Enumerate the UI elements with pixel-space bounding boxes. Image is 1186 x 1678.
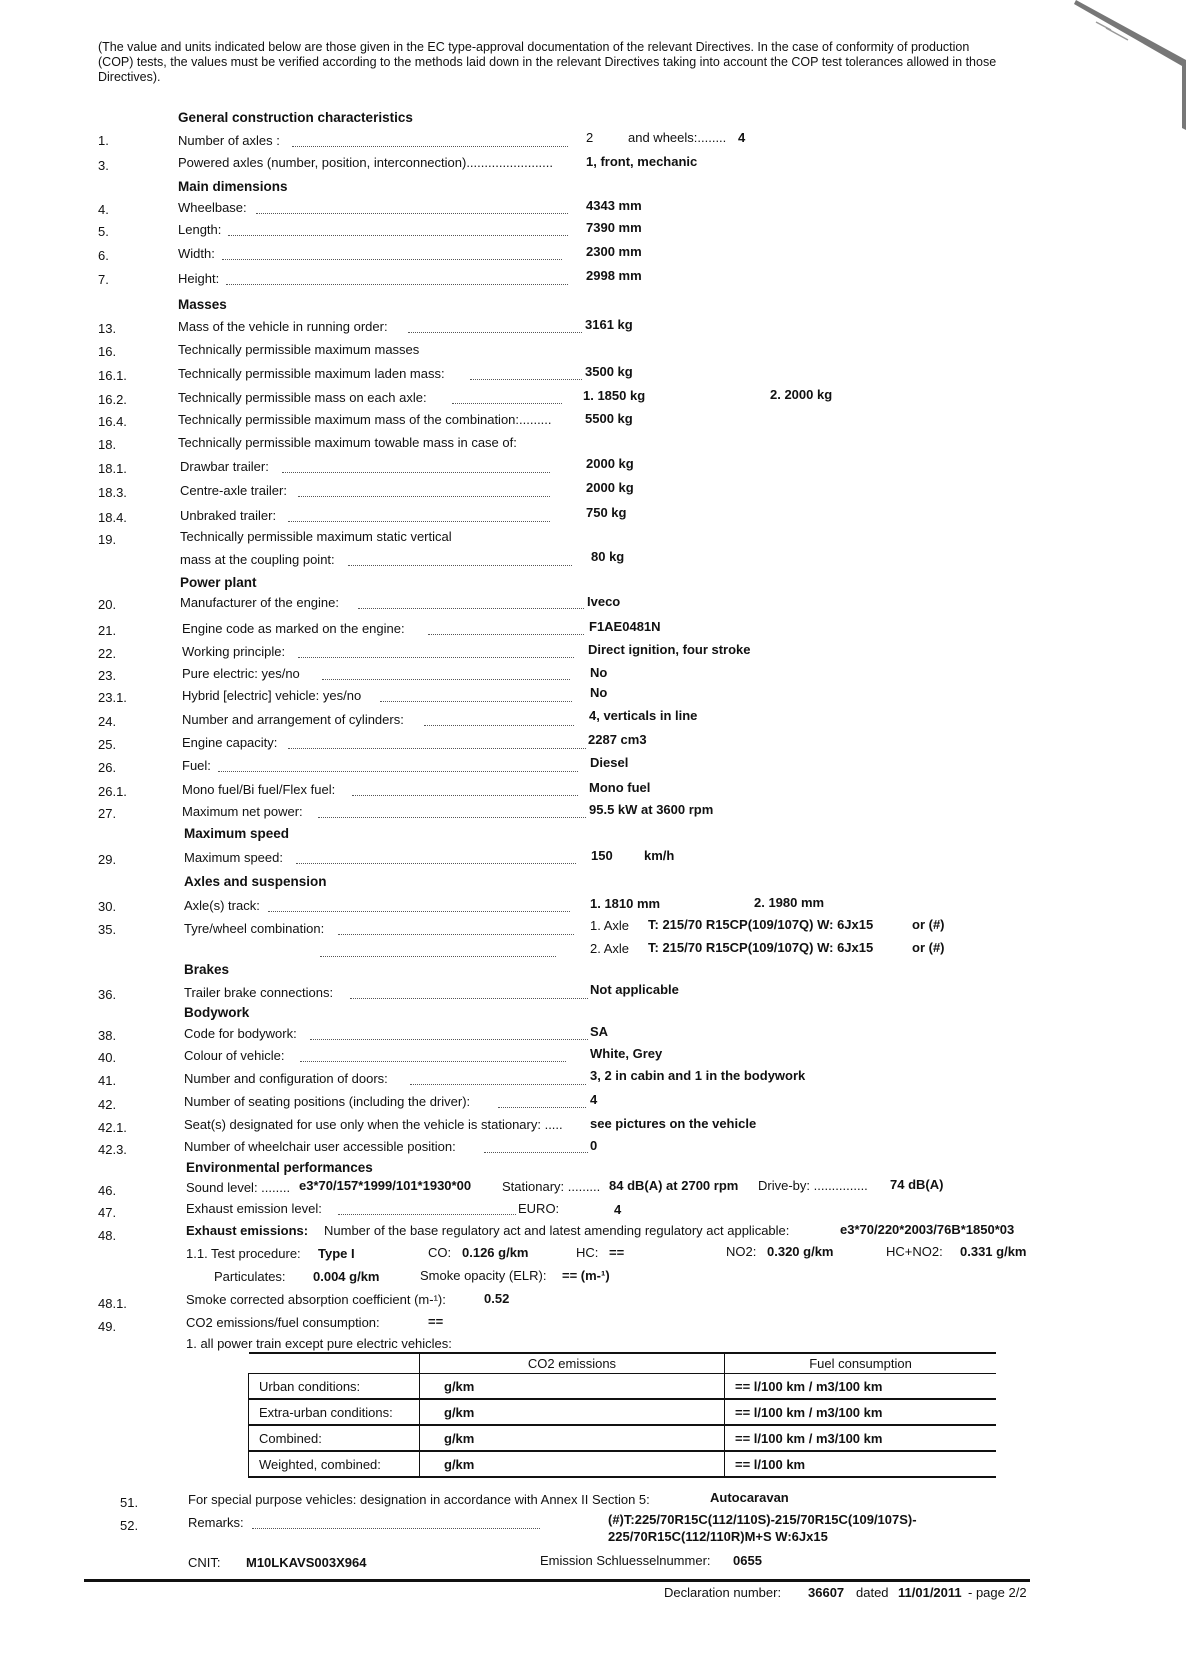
table-header-fuel: Fuel consumption: [725, 1353, 997, 1374]
label-height: Height:: [178, 271, 220, 286]
label-axle-track: Axle(s) track:: [184, 898, 260, 913]
value-axle-2-mass: 2. 2000 kg: [770, 387, 833, 402]
row-label: Weighted, combined:: [249, 1451, 420, 1477]
item-number: 7.: [98, 272, 109, 287]
section-max-speed: Maximum speed: [184, 826, 290, 841]
value-remarks-line-2: 225/70R15C(112/110R)M+S W:6Jx15: [608, 1529, 828, 1544]
item-number: 24.: [98, 714, 117, 729]
item-number: 48.: [98, 1228, 117, 1243]
item-number: 16.4.: [98, 414, 127, 429]
dot-leader: [300, 1061, 566, 1062]
item-number: 42.3.: [98, 1142, 127, 1157]
value-powered-axles: 1, front, mechanic: [586, 154, 698, 169]
value-drive-by-sound: 74 dB(A): [890, 1177, 944, 1192]
label-colour: Colour of vehicle:: [184, 1048, 285, 1063]
value-fuel-type: Mono fuel: [589, 780, 651, 795]
item-number: 3.: [98, 158, 109, 173]
label-powered-axles: Powered axles (number, position, interconnection)........................: [178, 155, 554, 170]
item-number: 13.: [98, 321, 117, 336]
value-axles: 2: [586, 130, 594, 145]
value-max-speed-unit: km/h: [644, 848, 675, 863]
section-masses: Masses: [178, 297, 227, 312]
value-no2: 0.320 g/km: [767, 1244, 834, 1259]
label-particulates: Particulates:: [214, 1269, 286, 1284]
value-sound-type-approval: e3*70/157*1999/101*1930*00: [299, 1178, 472, 1193]
value-engine-code: F1AE0481N: [589, 619, 661, 634]
value-max-speed: 150: [591, 848, 613, 863]
scanned-page-corner: [1036, 0, 1186, 130]
label-tyre-wheel: Tyre/wheel combination:: [184, 921, 325, 936]
label-no2: NO2:: [726, 1244, 757, 1259]
label-drive-by: Drive-by: ...............: [758, 1178, 868, 1193]
label-engine-code: Engine code as marked on the engine:: [182, 621, 405, 636]
dot-leader: [282, 472, 550, 473]
item-number: 41.: [98, 1073, 117, 1088]
value-pure-electric: No: [590, 665, 608, 680]
value-axle-track-2: 2. 1980 mm: [754, 895, 825, 910]
section-environmental: Environmental performances: [186, 1160, 373, 1175]
section-general: General construction characteristics: [178, 110, 413, 125]
dot-leader: [296, 863, 576, 864]
label-wheelchair-positions: Number of wheelchair user accessible position:: [184, 1139, 456, 1154]
value-drawbar-trailer: 2000 kg: [586, 456, 634, 471]
table-header-blank: [249, 1353, 420, 1374]
value-stationary-seats: see pictures on the vehicle: [590, 1116, 757, 1131]
item-number: 6.: [98, 248, 109, 263]
label-hybrid: Hybrid [electric] vehicle: yes/no: [182, 688, 362, 703]
label-trailer-brake: Trailer brake connections:: [184, 985, 334, 1000]
value-coupling-mass: 80 kg: [591, 549, 625, 564]
value-bodywork-code: SA: [590, 1024, 609, 1039]
label-pure-electric: Pure electric: yes/no: [182, 666, 300, 681]
item-number: 29.: [98, 852, 117, 867]
label-smoke-opacity: Smoke opacity (ELR):: [420, 1268, 547, 1283]
value-tyre-axle-1-alt: or (#): [912, 917, 945, 932]
section-power-plant: Power plant: [180, 575, 257, 590]
label-towable-mass: Technically permissible maximum towable mass in case of:: [178, 435, 517, 450]
value-wheelbase: 4343 mm: [586, 198, 642, 213]
value-width: 2300 mm: [586, 244, 642, 259]
table-header-co2: CO2 emissions: [420, 1353, 725, 1374]
intro-paragraph: (The value and units indicated below are those given in the EC type-approval documentation of the relevant Directives. In the case of conformity of production (COP) tests, the values must be verified according to the methods laid down in the relevant Directives taking into account the COP test tolerances allowed in those Directives).: [98, 40, 997, 84]
label-emission-key: Emission Schluesselnummer:: [540, 1553, 711, 1568]
value-engine-capacity: 2287 cm3: [588, 732, 647, 747]
dot-leader: [320, 956, 556, 957]
item-number: 51.: [120, 1495, 139, 1510]
row-fuel: == l/100 km / m3/100 km: [725, 1425, 997, 1451]
value-particulates: 0.004 g/km: [313, 1269, 380, 1284]
item-number: 30.: [98, 899, 117, 914]
value-hybrid: No: [590, 685, 608, 700]
dot-leader: [228, 235, 568, 236]
dot-leader: [222, 259, 562, 260]
row-fuel: == l/100 km / m3/100 km: [725, 1399, 997, 1425]
label-hc: HC:: [576, 1245, 599, 1260]
value-max-combination-mass: 5500 kg: [585, 411, 633, 426]
item-number: 42.: [98, 1097, 117, 1112]
item-number: 26.1.: [98, 784, 127, 799]
label-euro: EURO:: [518, 1201, 560, 1216]
item-number: 18.3.: [98, 485, 127, 500]
item-number: 5.: [98, 224, 109, 239]
value-running-order-mass: 3161 kg: [585, 317, 633, 332]
dot-leader: [298, 657, 574, 658]
value-test-procedure: Type I: [318, 1246, 355, 1261]
value-engine-manufacturer: Iveco: [587, 594, 621, 609]
label-exhaust-level: Exhaust emission level:: [186, 1201, 322, 1216]
section-bodywork: Bodywork: [184, 1005, 250, 1020]
label-co2-fuel: CO2 emissions/fuel consumption:: [186, 1315, 380, 1330]
value-max-net-power: 95.5 kW at 3600 rpm: [589, 802, 714, 817]
table-header-row: [249, 1353, 997, 1374]
value-hc-no2: 0.331 g/km: [960, 1244, 1027, 1259]
item-number: 18.4.: [98, 510, 127, 525]
dot-leader: [428, 634, 584, 635]
value-dated: 11/01/2011: [898, 1585, 962, 1600]
dot-leader: [352, 795, 578, 796]
value-max-laden-mass: 3500 kg: [585, 364, 633, 379]
value-unbraked-trailer: 750 kg: [586, 505, 627, 520]
dot-leader: [498, 1107, 586, 1108]
dot-leader: [226, 284, 568, 285]
label-fuel: Fuel:: [182, 758, 211, 773]
dot-leader: [424, 725, 574, 726]
label-max-speed: Maximum speed:: [184, 850, 283, 865]
dot-leader: [358, 608, 584, 609]
value-doors: 3, 2 in cabin and 1 in the bodywork: [590, 1068, 806, 1083]
value-remarks-line-1: (#)T:225/70R15C(112/110S)-215/70R15C(109/107S)-: [608, 1512, 917, 1527]
label-coupling-point: mass at the coupling point:: [180, 552, 335, 567]
label-engine-capacity: Engine capacity:: [182, 735, 278, 750]
item-number: 38.: [98, 1028, 117, 1043]
dot-leader: [292, 146, 568, 147]
value-stationary-sound: 84 dB(A) at 2700 rpm: [609, 1178, 739, 1193]
value-tyre-axle-2: T: 215/70 R15CP(109/107Q) W: 6Jx15: [648, 940, 874, 955]
dot-leader: [288, 521, 550, 522]
item-number: 1.: [98, 133, 109, 148]
value-co2-fuel: ==: [428, 1314, 444, 1329]
value-axle-1-mass: 1. 1850 kg: [583, 388, 646, 403]
dot-leader: [322, 679, 570, 680]
value-height: 2998 mm: [586, 268, 642, 283]
item-number: 23.1.: [98, 690, 127, 705]
dot-leader: [484, 1152, 588, 1153]
label-bodywork-code: Code for bodywork:: [184, 1026, 297, 1041]
label-sound-level: Sound level: ........: [186, 1180, 291, 1195]
item-number: 18.: [98, 437, 117, 452]
label-static-vertical-mass: Technically permissible maximum static vertical: [180, 529, 452, 544]
value-tyre-axle-1: T: 215/70 R15CP(109/107Q) W: 6Jx15: [648, 917, 874, 932]
item-number: 48.1.: [98, 1296, 127, 1311]
value-cnit: M10LKAVS003X964: [246, 1555, 367, 1570]
dot-leader: [252, 1528, 540, 1529]
label-axle-2: 2. Axle: [590, 941, 630, 956]
label-seating-positions: Number of seating positions (including the driver):: [184, 1094, 471, 1109]
label-special-purpose: For special purpose vehicles: designation in accordance with Annex II Section 5:: [188, 1492, 650, 1507]
dot-leader: [318, 817, 586, 818]
row-fuel: == l/100 km / m3/100 km: [725, 1374, 997, 1400]
footer-rule: [84, 1579, 1030, 1582]
value-absorption-coefficient: 0.52: [484, 1291, 510, 1306]
row-label: Extra-urban conditions:: [249, 1399, 420, 1425]
item-number: 23.: [98, 668, 117, 683]
item-number: 46.: [98, 1183, 117, 1198]
item-number: 52.: [120, 1518, 139, 1533]
dot-leader: [452, 403, 562, 404]
label-mass-each-axle: Technically permissible mass on each axle:: [178, 390, 427, 405]
dot-leader: [310, 1039, 588, 1040]
label-dated: dated: [856, 1585, 889, 1600]
value-centre-axle-trailer: 2000 kg: [586, 480, 634, 495]
label-engine-manufacturer: Manufacturer of the engine:: [180, 595, 339, 610]
label-axle-1: 1. Axle: [590, 918, 630, 933]
item-number: 16.2.: [98, 392, 127, 407]
item-number: 40.: [98, 1050, 117, 1065]
row-co2: g/km: [420, 1399, 725, 1425]
row-co2: g/km: [420, 1425, 725, 1451]
item-number: 4.: [98, 202, 109, 217]
label-number-of-axles: Number of axles :: [178, 133, 280, 148]
item-number: 22.: [98, 646, 117, 661]
value-declaration-number: 36607: [808, 1585, 845, 1600]
value-regulatory-act: e3*70/220*2003/76B*1850*03: [840, 1222, 1015, 1237]
dot-leader: [288, 748, 586, 749]
item-number: 20.: [98, 597, 117, 612]
label-regulatory-act: Number of the base regulatory act and latest amending regulatory act applicable:: [324, 1223, 790, 1238]
dot-leader: [338, 1214, 516, 1215]
item-number: 27.: [98, 806, 117, 821]
label-wheels: and wheels:........: [628, 130, 727, 145]
row-co2: g/km: [420, 1374, 725, 1400]
table-row: [249, 1425, 997, 1451]
value-smoke-opacity: == (m-¹): [562, 1268, 610, 1283]
value-wheelchair-positions: 0: [590, 1138, 598, 1153]
row-label: Urban conditions:: [249, 1374, 420, 1400]
item-number: 42.1.: [98, 1120, 127, 1135]
value-emission-key: 0655: [733, 1553, 762, 1568]
value-co: 0.126 g/km: [462, 1245, 529, 1260]
value-colour: White, Grey: [590, 1046, 663, 1061]
item-number: 16.: [98, 344, 117, 359]
row-label: Combined:: [249, 1425, 420, 1451]
label-stationary-seats: Seat(s) designated for use only when the vehicle is stationary: .....: [184, 1117, 563, 1132]
label-max-masses: Technically permissible maximum masses: [178, 342, 420, 357]
dot-leader: [256, 213, 568, 214]
label-working-principle: Working principle:: [182, 644, 286, 659]
item-number: 47.: [98, 1205, 117, 1220]
label-test-procedure: 1.1. Test procedure:: [186, 1246, 301, 1261]
item-number: 36.: [98, 987, 117, 1002]
page-number: - page 2/2: [968, 1585, 1027, 1600]
value-working-principle: Direct ignition, four stroke: [588, 642, 751, 657]
section-brakes: Brakes: [184, 962, 230, 977]
table-row: [249, 1451, 997, 1477]
dot-leader: [338, 934, 574, 935]
item-number: 18.1.: [98, 461, 127, 476]
item-number: 26.: [98, 760, 117, 775]
dot-leader: [218, 771, 578, 772]
label-cylinders: Number and arrangement of cylinders:: [182, 712, 404, 727]
row-fuel: == l/100 km: [725, 1451, 997, 1477]
dot-leader: [348, 565, 572, 566]
label-cnit: CNIT:: [188, 1555, 221, 1570]
row-co2: g/km: [420, 1451, 725, 1477]
value-wheels: 4: [738, 130, 746, 145]
label-width: Width:: [178, 246, 215, 261]
item-number: 35.: [98, 922, 117, 937]
item-number: 21.: [98, 623, 117, 638]
item-number: 19.: [98, 532, 117, 547]
value-special-purpose: Autocaravan: [710, 1490, 789, 1505]
dot-leader: [470, 379, 582, 380]
dot-leader: [380, 701, 572, 702]
label-centre-axle-trailer: Centre-axle trailer:: [180, 483, 287, 498]
value-tyre-axle-2-alt: or (#): [912, 940, 945, 955]
section-axles: Axles and suspension: [184, 874, 327, 889]
label-co: CO:: [428, 1245, 452, 1260]
label-exhaust-emissions: Exhaust emissions:: [186, 1223, 309, 1238]
value-length: 7390 mm: [586, 220, 642, 235]
label-running-order-mass: Mass of the vehicle in running order:: [178, 319, 388, 334]
value-seating-positions: 4: [590, 1092, 598, 1107]
value-cylinders: 4, verticals in line: [589, 708, 698, 723]
item-number: 25.: [98, 737, 117, 752]
label-doors: Number and configuration of doors:: [184, 1071, 388, 1086]
value-fuel: Diesel: [590, 755, 629, 770]
label-hc-no2: HC+NO2:: [886, 1244, 943, 1259]
label-fuel-type: Mono fuel/Bi fuel/Flex fuel:: [182, 782, 336, 797]
label-wheelbase: Wheelbase:: [178, 200, 247, 215]
label-max-combination-mass: Technically permissible maximum mass of the combination:.........: [178, 412, 552, 427]
label-max-net-power: Maximum net power:: [182, 804, 303, 819]
table-row: [249, 1374, 997, 1400]
label-stationary: Stationary: .........: [502, 1179, 601, 1194]
value-hc: ==: [609, 1245, 625, 1260]
label-drawbar-trailer: Drawbar trailer:: [180, 459, 269, 474]
dot-leader: [410, 1084, 586, 1085]
label-max-laden-mass: Technically permissible maximum laden mass:: [178, 366, 445, 381]
dot-leader: [408, 332, 582, 333]
item-number: 16.1.: [98, 368, 127, 383]
item-number: 49.: [98, 1319, 117, 1334]
label-declaration-number: Declaration number:: [664, 1585, 782, 1600]
label-length: Length:: [178, 222, 222, 237]
value-euro: 4: [614, 1202, 622, 1217]
label-power-train: 1. all power train except pure electric vehicles:: [186, 1336, 452, 1351]
value-axle-track-1: 1. 1810 mm: [590, 896, 661, 911]
co2-table: [248, 1352, 996, 1478]
table-row: [249, 1399, 997, 1425]
section-dimensions: Main dimensions: [178, 179, 288, 194]
value-trailer-brake: Not applicable: [590, 982, 679, 997]
label-unbraked-trailer: Unbraked trailer:: [180, 508, 277, 523]
dot-leader: [350, 998, 588, 999]
label-remarks: Remarks:: [188, 1515, 244, 1530]
label-absorption-coefficient: Smoke corrected absorption coefficient (m-¹):: [186, 1292, 446, 1307]
dot-leader: [298, 496, 550, 497]
dot-leader: [268, 911, 570, 912]
